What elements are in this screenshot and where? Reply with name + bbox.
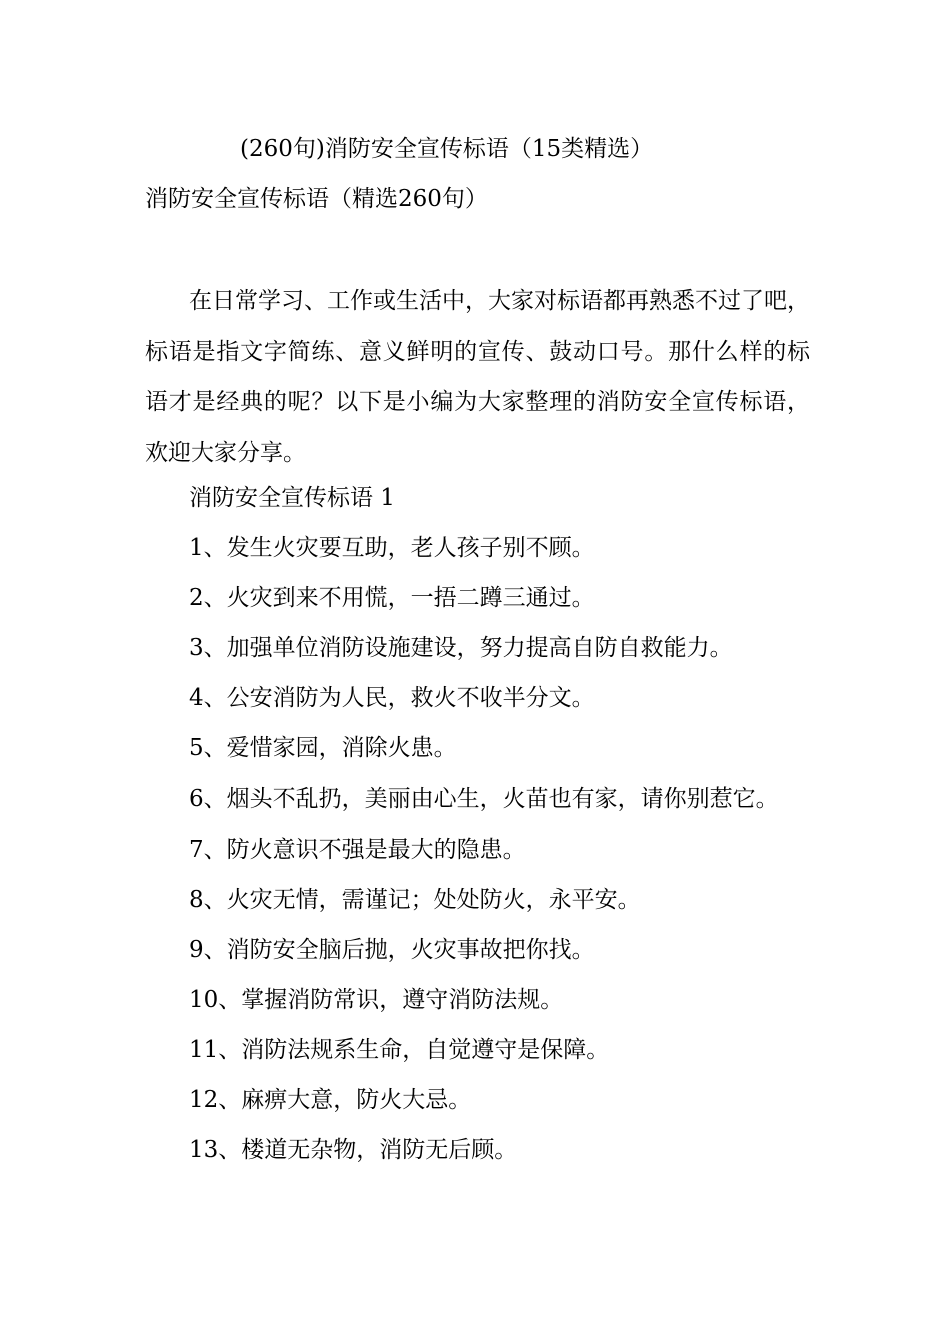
slogan-item: 1、发生火灾要互助，老人孩子别不顾。	[189, 535, 595, 561]
slogan-item: 11、消防法规系生命，自觉遵守是保障。	[189, 1037, 610, 1063]
slogan-item: 2、火灾到来不用慌，一捂二蹲三通过。	[189, 585, 595, 611]
slogan-item: 5、爱惜家园，消除火患。	[189, 735, 457, 761]
slogan-item: 9、消防安全脑后抛，火灾事故把你找。	[189, 937, 595, 963]
section-heading: 消防安全宣传标语 1	[189, 485, 395, 511]
slogan-item: 10、掌握消防常识，遵守消防法规。	[189, 987, 564, 1013]
slogan-section	[145, 473, 810, 1175]
slogan-item: 8、火灾无情，需谨记；处处防火，永平安。	[189, 887, 641, 913]
slogan-item: 7、防火意识不强是最大的隐患。	[189, 837, 526, 863]
slogan-item: 6、烟头不乱扔，美丽由心生，火苗也有家，请你别惹它。	[189, 786, 779, 812]
slogan-item: 3、加强单位消防设施建设，努力提高自防自救能力。	[189, 635, 733, 661]
document-title: (260句)消防安全宣传标语（15类精选）	[240, 136, 654, 162]
slogan-item: 13、楼道无杂物，消防无后顾。	[189, 1137, 518, 1163]
intro-paragraph: 在日常学习、工作或生活中，大家对标语都再熟悉不过了吧，标语是指文字简练、意义鲜明的宣传、鼓动口号。那什么样的标语才是经典的呢？以下是小编为大家整理的消防安全宣传标语，欢迎大家分享。	[145, 288, 810, 466]
slogan-item: 12、麻痹大意，防火大忌。	[189, 1087, 472, 1113]
document-subtitle: 消防安全宣传标语（精选260句）	[145, 186, 488, 212]
slogan-item: 4、公安消防为人民，救火不收半分文。	[189, 685, 595, 711]
